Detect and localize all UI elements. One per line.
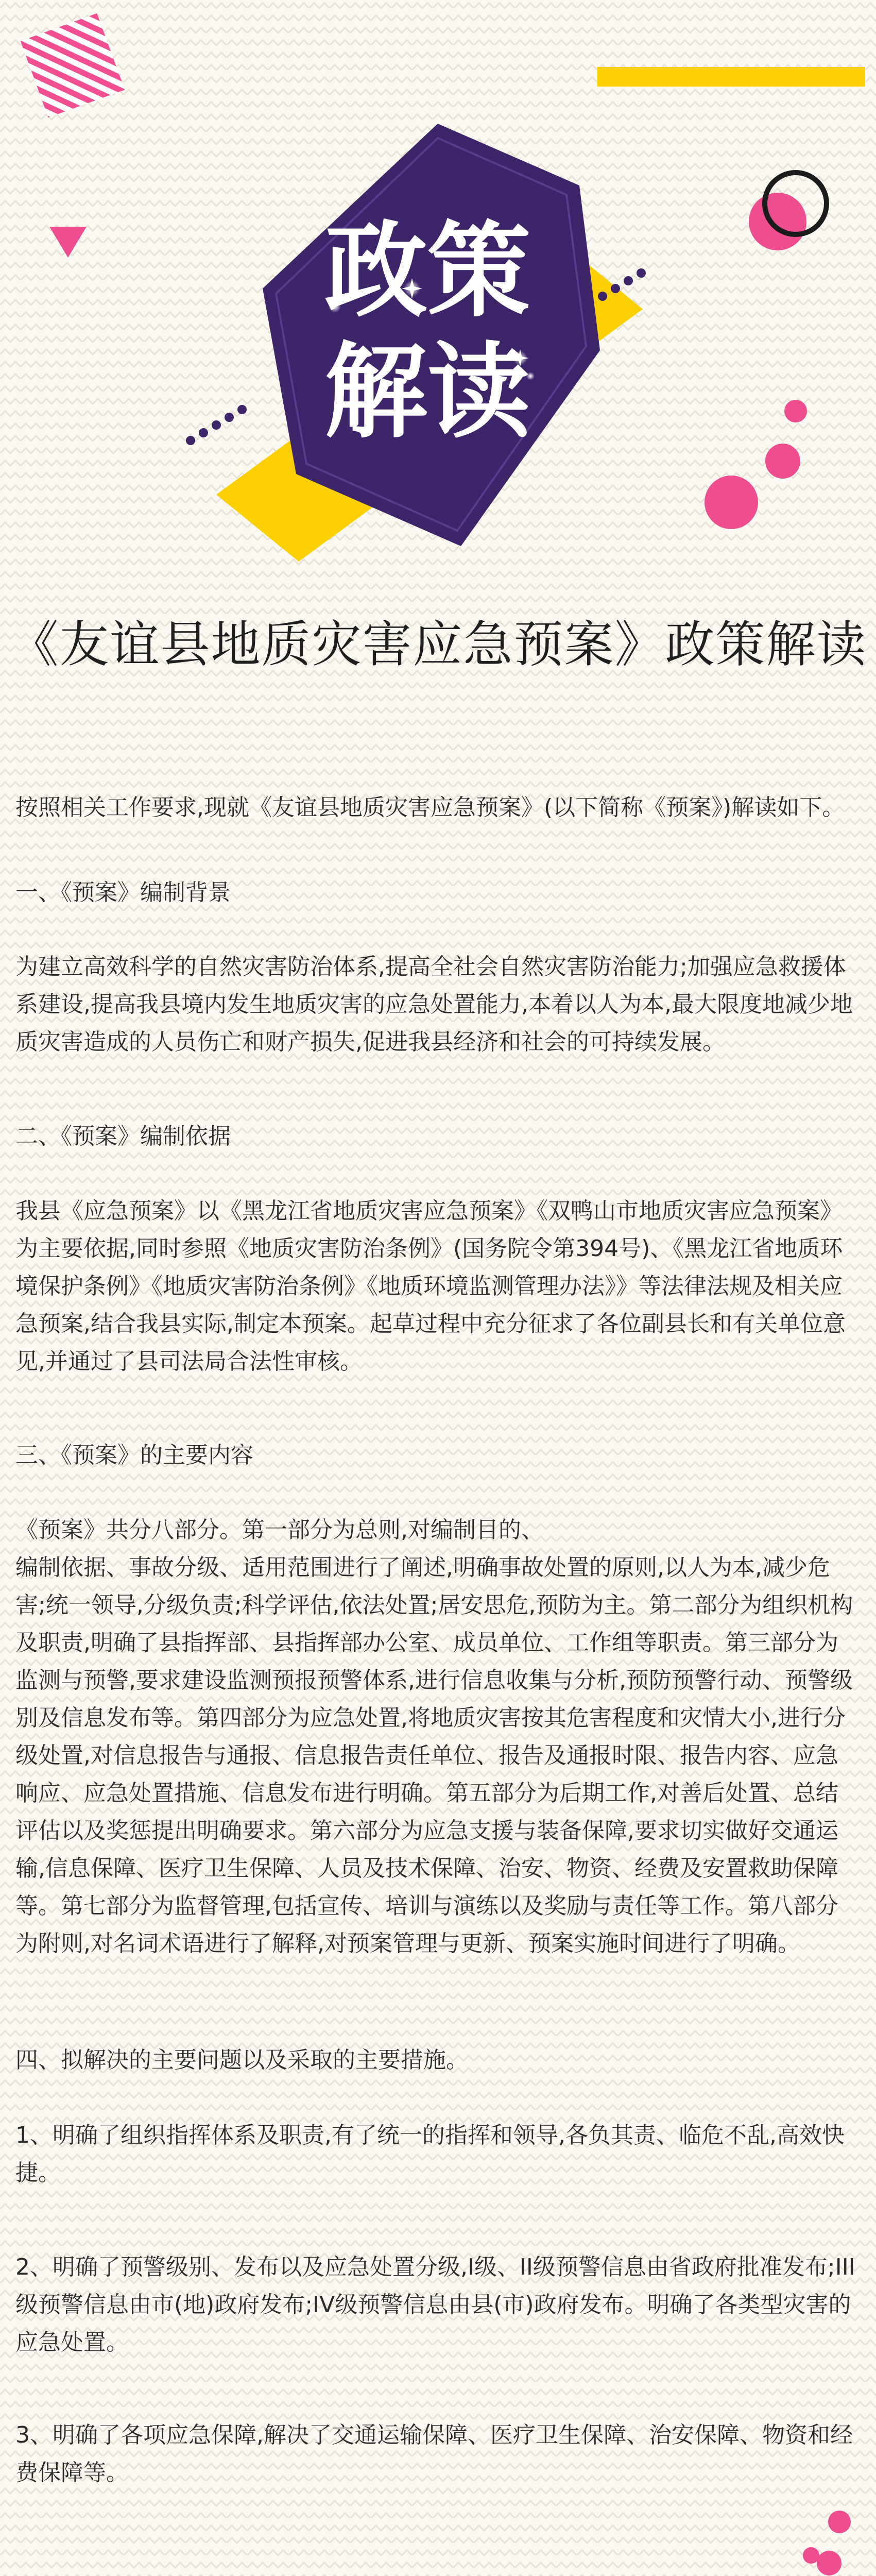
bottom-dots-decoration	[762, 2504, 876, 2576]
section-heading: 二、《预案》编制依据	[15, 1123, 231, 1149]
pink-circle-decoration	[749, 193, 806, 250]
hero-title-line2: 解读	[324, 332, 531, 452]
section-body: 编制依据、事故分级、适用范围进行了阐述,明确事故处置的原则,以人为本,减少危害;统一领导,分级负责;科学评估,依法处置;居安思危,预防为主。第二部分为组织机构及职责,明确了县指挥部、县指挥部办公室、成员单位、工作组等职责。第三部分为监测与预警,要求建设监测预报预警体系,进行信息收集与分析,预防预警行动、预警级别及信息发布等。第四部分为应急处置,将地质灾害按其危害程度和灾情大小,进行分级处置,对信息报告与通报、信息报告责任单位、报告及通报时限、报告内容、应急响应、应急处置措施、信息发布进行明确。第五部分为后期工作,对善后处置、总结评估以及奖惩提出明确要求。第六部分为应急支援与装备保障,要求切实做好交通运输,信息保障、医疗卫生保障、人员及技术保障、治安、物资、经费及安置救助保障等。第七部分为监督管理,包括宣传、培训与演练以及奖励与责任等工作。第八部分为附则,对名词术语进行了解释,对预案管理与更新、预案实施时间进行了明确。	[15, 1554, 853, 1957]
section-body: 为建立高效科学的自然灾害防治体系,提高全社会自然灾害防治能力;加强应急救援体系建设,提高我县境内发生地质灾害的应急处置能力,本着以人为本,最大限度地减少地质灾害造成的人员伤亡和财产损失,促进我县经济和社会的可持续发展。	[15, 954, 853, 1055]
section-heading: 一、《预案》编制背景	[15, 879, 231, 906]
list-item: 1、明确了组织指挥体系及职责,有了统一的指挥和领导,各负其责、临危不乱,高效快捷。	[15, 2122, 845, 2186]
section-heading: 四、拟解决的主要问题以及采取的主要措施。	[15, 2047, 469, 2073]
section-body: 我县《应急预案》以《黑龙江省地质灾害应急预案》《双鸭山市地质灾害应急预案》为主要依据,同时参照《地质灾害防治条例》(国务院令第394号)、《黑龙江省地质环境保护条例》《地质灾害防治条例》《地质环境监测管理办法》》等法律法规及相关应急预案,结合我县实际,制定本预案。起草过程中充分征求了各位副县长和有关单位意见,并通过了县司法局合法性审核。	[15, 1198, 846, 1375]
hero-title-line1: 政策	[324, 211, 531, 331]
pink-triangle-decoration	[49, 227, 87, 258]
striped-square-decoration	[21, 13, 125, 118]
section-heading: 三、《预案》的主要内容	[15, 1442, 253, 1468]
list-item: 2、明确了预警级别、发布以及应急处置分级,I级、II级预警信息由省政府批准发布;III级预警信息由市(地)政府发布;IV级预警信息由县(市)政府发布。明确了各类型灾害的应急处置。	[15, 2254, 855, 2355]
hero-graphic	[0, 0, 876, 572]
pink-dot-decoration	[765, 444, 800, 479]
section-body-first-line: 《预案》共分八部分。第一部分为总则,对编制目的、	[15, 1517, 544, 1543]
page-title: 《友谊县地质灾害应急预案》政策解读	[9, 616, 867, 673]
pink-dot-decoration	[784, 400, 807, 422]
intro-paragraph: 按照相关工作要求,现就《友谊县地质灾害应急预案》(以下简称《预案》)解读如下。	[15, 794, 845, 821]
yellow-bar-decoration	[597, 67, 865, 87]
list-item: 3、明确了各项应急保障,解决了交通运输保障、医疗卫生保障、治安保障、物资和经费保障等。	[15, 2422, 853, 2486]
pink-dot-decoration	[705, 476, 758, 529]
